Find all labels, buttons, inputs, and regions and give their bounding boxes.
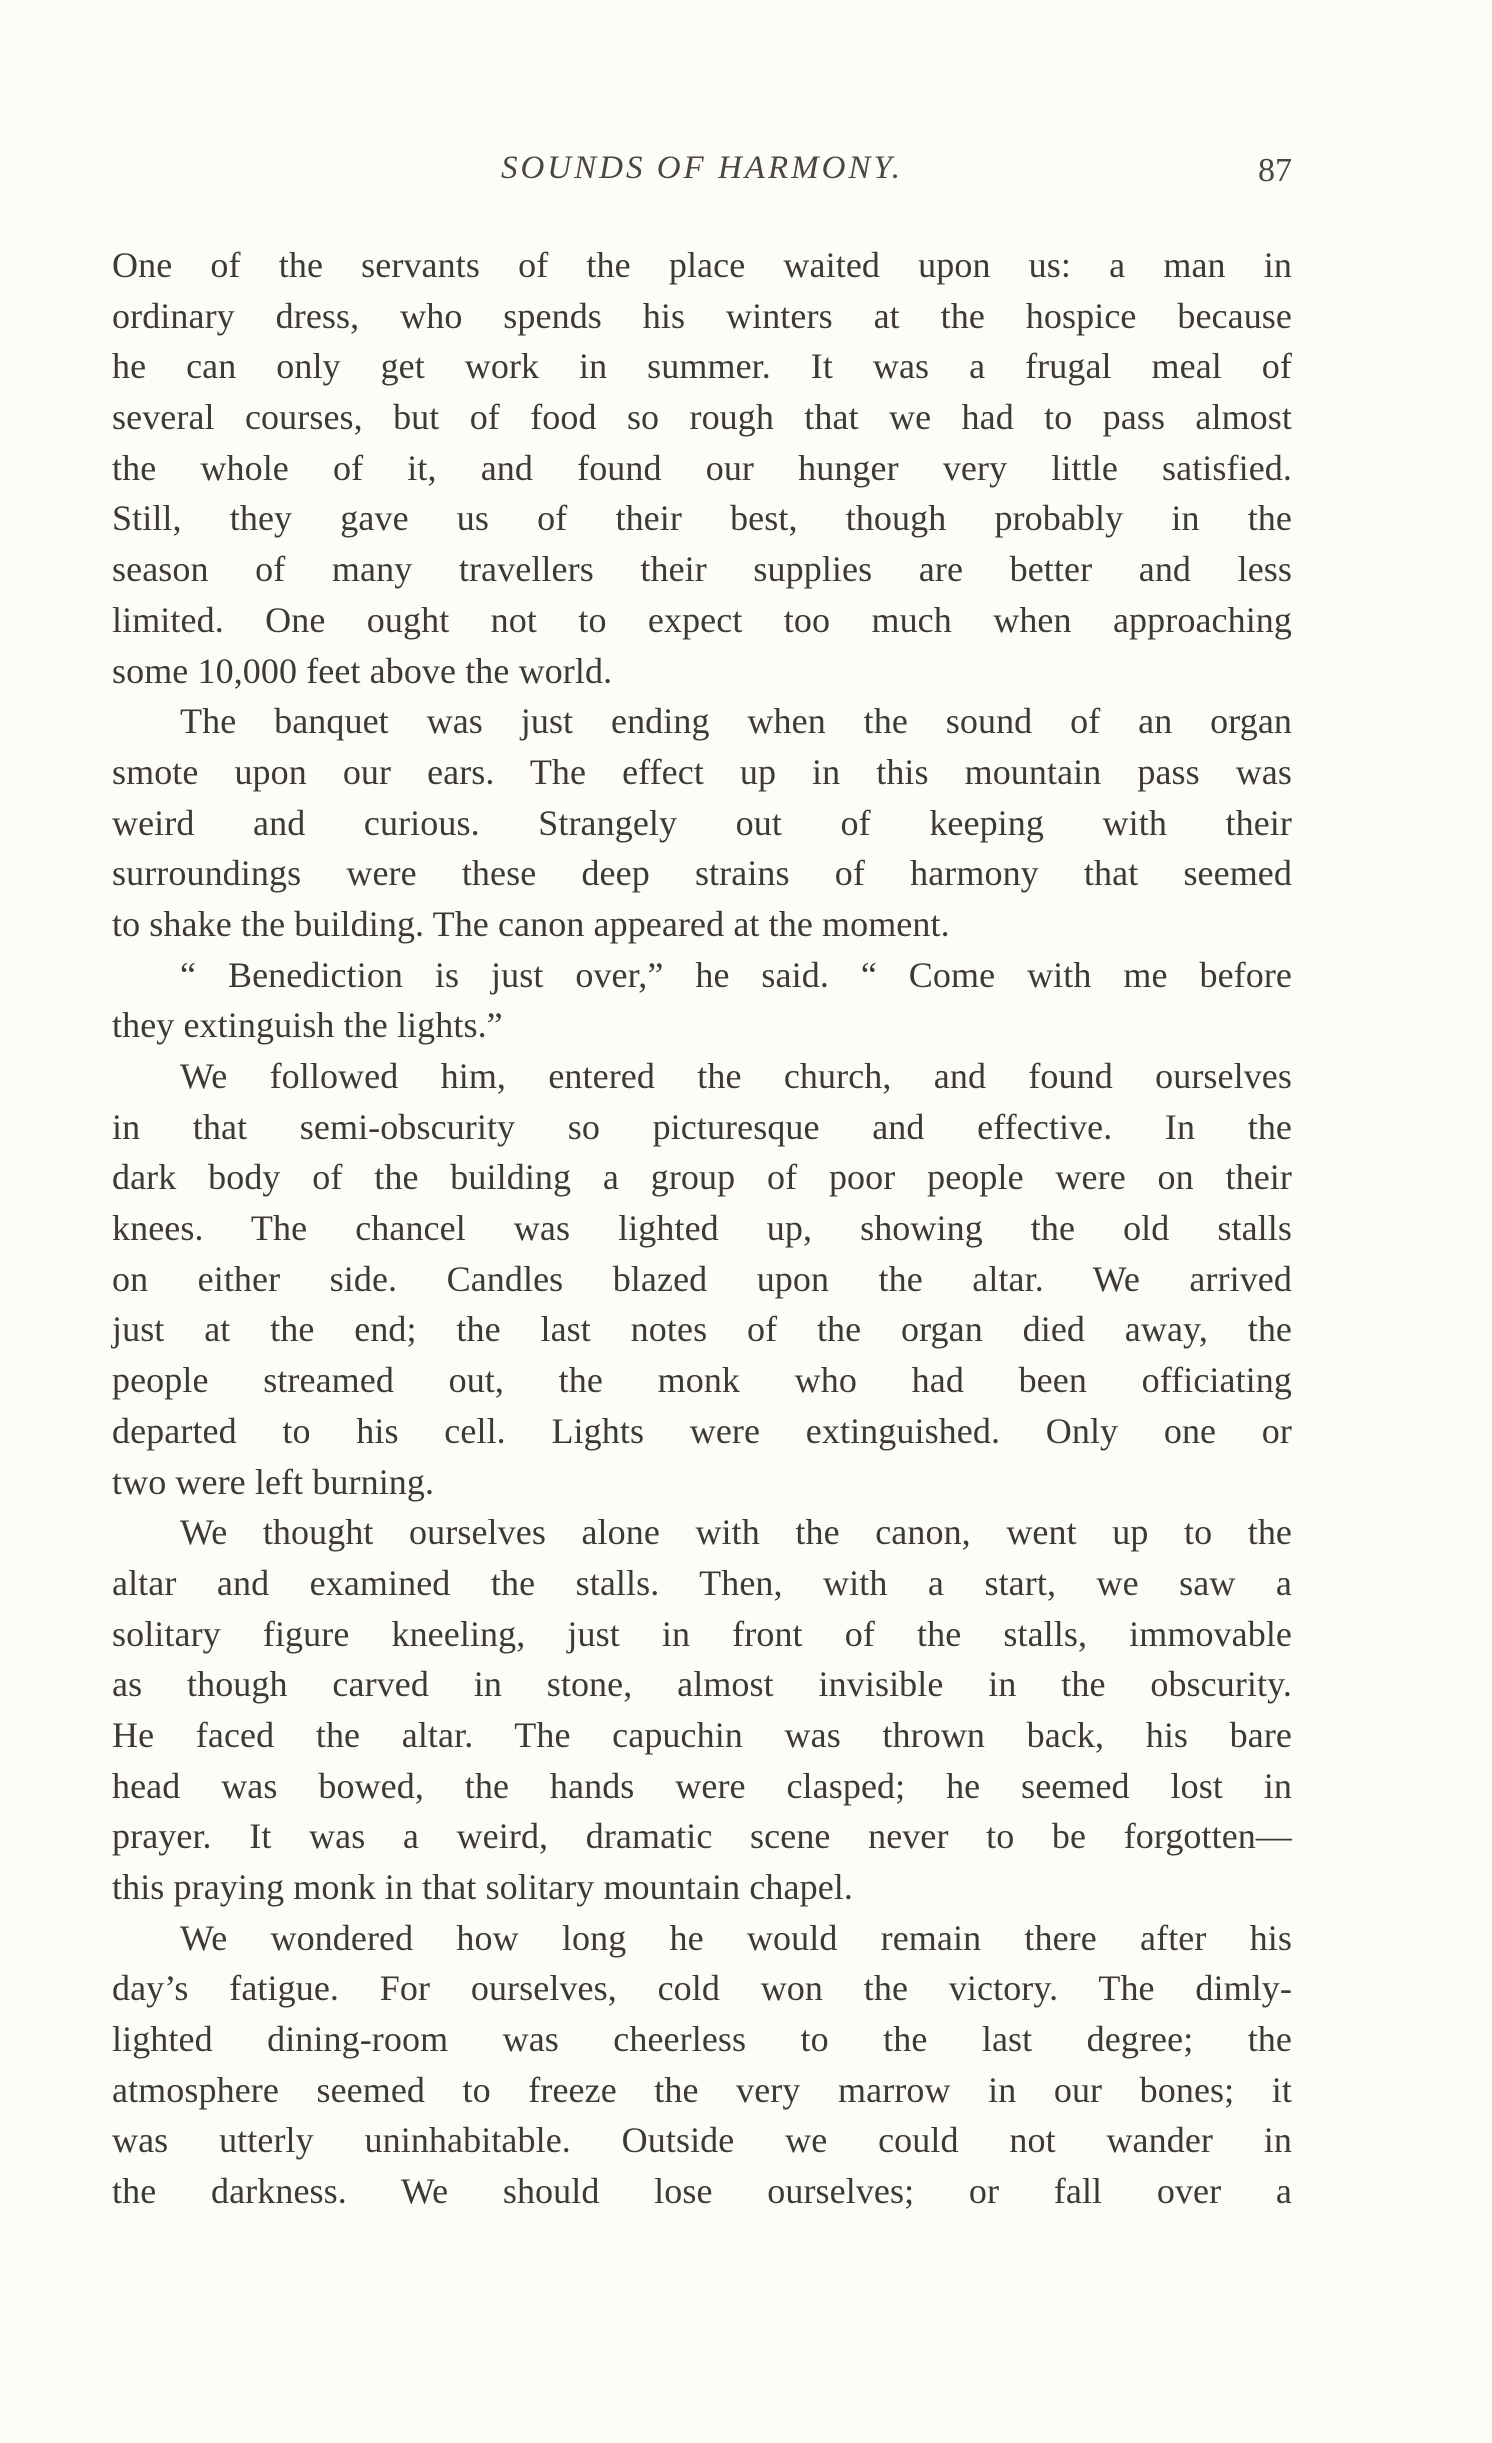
text-line: as though carved in stone, almost invisible in the obscurity.: [112, 1664, 1292, 1705]
text-line: departed to his cell. Lights were extinguished. Only one or: [112, 1410, 1292, 1451]
text-line: The banquet was just ending when the sound of an organ: [180, 701, 1292, 742]
text-line: in that semi-obscurity so picturesque and effective. In the: [112, 1106, 1292, 1147]
body-text: [112, 240, 1292, 2217]
text-line: We thought ourselves alone with the canon, went up to the: [180, 1512, 1292, 1553]
text-line: Still, they gave us of their best, though probably in the: [112, 498, 1292, 539]
text-line: limited. One ought not to expect too much when approaching: [112, 599, 1292, 640]
text-line: One of the servants of the place waited upon us: a man in: [112, 245, 1292, 285]
text-line: surroundings were these deep strains of harmony that seemed: [112, 853, 1292, 894]
text-line: He faced the altar. The capuchin was thrown back, his bare: [112, 1714, 1292, 1755]
text-line: ordinary dress, who spends his winters at the hospice because: [112, 295, 1292, 336]
text-line: atmosphere seemed to freeze the very marrow in our bones; it: [112, 2069, 1292, 2110]
text-line: they extinguish the lights.”: [112, 1005, 503, 1046]
text-line: altar and examined the stalls. Then, with a start, we saw a: [112, 1562, 1292, 1603]
text-line: day’s fatigue. For ourselves, cold won the victory. The dimly-: [112, 1968, 1292, 2009]
text-line: knees. The chancel was lighted up, showing the old stalls: [112, 1208, 1292, 1249]
text-line: just at the end; the last notes of the organ died away, the: [112, 1309, 1292, 1350]
text-line: this praying monk in that solitary mountain chapel.: [112, 1867, 853, 1907]
text-line: weird and curious. Strangely out of keeping with their: [112, 802, 1292, 843]
text-line: We wondered how long he would remain there after his: [180, 1917, 1292, 1958]
text-line: smote upon our ears. The effect up in this mountain pass was: [112, 751, 1292, 792]
text-line: season of many travellers their supplies are better and less: [112, 549, 1292, 590]
text-line: solitary figure kneeling, just in front of the stalls, immovable: [112, 1613, 1292, 1654]
running-head: [112, 150, 1292, 200]
text-line: lighted dining-room was cheerless to the last degree; the: [112, 2019, 1292, 2060]
text-line: on either side. Candles blazed upon the altar. We arrived: [112, 1258, 1292, 1299]
text-line: two were left burning.: [112, 1461, 435, 1502]
text-line: “ Benediction is just over,” he said. “ Come with me before: [180, 954, 1292, 995]
text-line: several courses, but of food so rough that we had to pass almost: [112, 397, 1292, 438]
text-line: prayer. It was a weird, dramatic scene never to be forgotten—: [112, 1816, 1292, 1857]
page-number: 87: [1258, 152, 1292, 189]
text-line: dark body of the building a group of poor people were on their: [112, 1157, 1292, 1198]
text-line: We followed him, entered the church, and found ourselves: [180, 1056, 1292, 1096]
text-line: to shake the building. The canon appeared at the moment.: [112, 903, 950, 944]
text-line: was utterly uninhabitable. Outside we could not wander in: [112, 2120, 1292, 2161]
text-line: the whole of it, and found our hunger very little satisfied.: [112, 447, 1292, 488]
running-title: SOUNDS OF HARMONY.: [500, 150, 904, 186]
text-line: some 10,000 feet above the world.: [112, 650, 613, 691]
text-line: head was bowed, the hands were clasped; he seemed lost in: [112, 1765, 1292, 1806]
text-line: people streamed out, the monk who had been officiating: [112, 1360, 1292, 1401]
text-line: he can only get work in summer. It was a frugal meal of: [112, 346, 1292, 387]
text-line: the darkness. We should lose ourselves; or fall over a: [112, 2171, 1292, 2212]
